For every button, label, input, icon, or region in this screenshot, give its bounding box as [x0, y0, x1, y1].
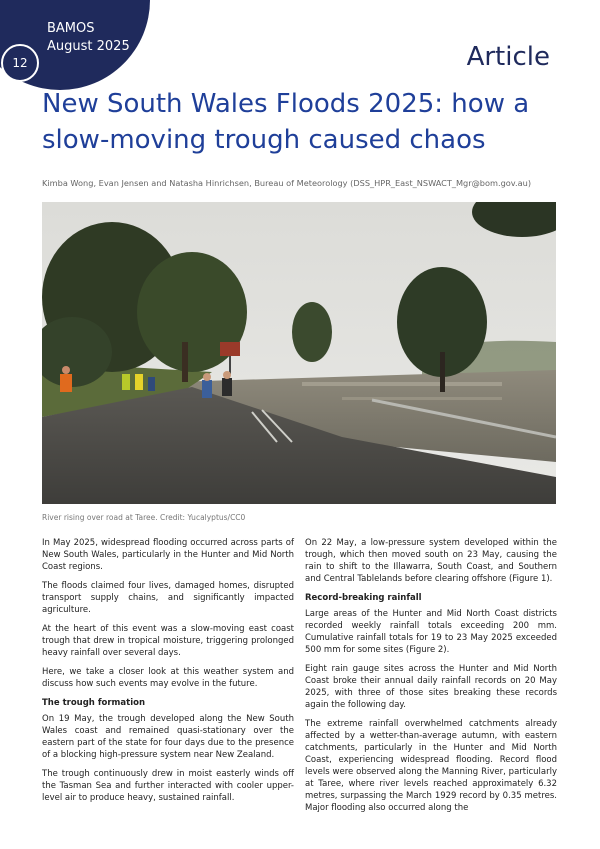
paragraph: The floods claimed four lives, damaged homes, disrupted transport supply chains, and significantly impacted agriculture. — [42, 581, 294, 615]
paragraph: On 22 May, a low-pressure system developed within the trough, which then moved south on 23 May, causing the rain to shift to the Illawarra, South Coast, and Southern and Central Tablelands before clearing offshore (Figure 1). — [305, 538, 557, 584]
section-heading: The trough formation — [42, 698, 146, 708]
authors-line: Kimba Wong, Evan Jensen and Natasha Hinrichsen, Bureau of Meteorology (DSS_HPR_East_NSWACT_Mgr@bom.gov.au) — [42, 178, 532, 188]
figure-caption: River rising over road at Taree. Credit: Yucalyptus/CC0 — [42, 513, 246, 522]
paragraph: Large areas of the Hunter and Mid North Coast districts recorded weekly rainfall totals exceeding 200 mm. Cumulative rainfall totals for 19 to 23 May 2025 exceeded 500 mm for some sites (Figure 2). — [305, 609, 557, 655]
flood-photo — [42, 202, 556, 504]
paragraph: In May 2025, widespread flooding occurred across parts of New South Wales, particularly in the Hunter and Mid North Coast regions. — [42, 538, 294, 572]
journal-name: BAMOS — [47, 21, 95, 36]
journal-info — [47, 20, 130, 56]
section-label: Article — [466, 42, 550, 72]
left-column — [42, 537, 294, 811]
journal-issue: August 2025 — [47, 39, 130, 54]
paragraph: On 19 May, the trough developed along the New South Wales coast and remained quasi-stationary over the eastern part of the state for four days due to the presence of a blocking high-pressure system near New Zealand. — [42, 714, 294, 760]
paragraph: The trough continuously drew in moist easterly winds off the Tasman Sea and further interacted with cooler upper-level air to produce heavy, sustained rainfall. — [42, 769, 294, 803]
paragraph: At the heart of this event was a slow-moving east coast trough that drew in tropical moisture, triggering prolonged heavy rainfall over several days. — [42, 624, 294, 658]
right-column — [305, 537, 557, 821]
paragraph: The extreme rainfall overwhelmed catchments already affected by a wetter-than-average autumn, with eastern catchments, particularly in the Hunter and Mid North Coast, experiencing widespread flooding. Record flood levels were observed along the Manning River, particularly at Taree, where river levels reached approximately 6.32 metres, surpassing the March 1929 record by 0.35 metres. Major flooding also occurred along the — [305, 719, 557, 813]
page-number: 12 — [1, 44, 39, 82]
paragraph: Here, we take a closer look at this weather system and discuss how such events may evolve in the future. — [42, 667, 294, 689]
section-heading: Record-breaking rainfall — [305, 593, 422, 603]
article-title: New South Wales Floods 2025: how a slow-moving trough caused chaos — [42, 89, 530, 155]
paragraph: Eight rain gauge sites across the Hunter and Mid North Coast broke their annual daily rainfall records on 20 May 2025, with three of those sites breaking these records again the following day. — [305, 664, 557, 710]
